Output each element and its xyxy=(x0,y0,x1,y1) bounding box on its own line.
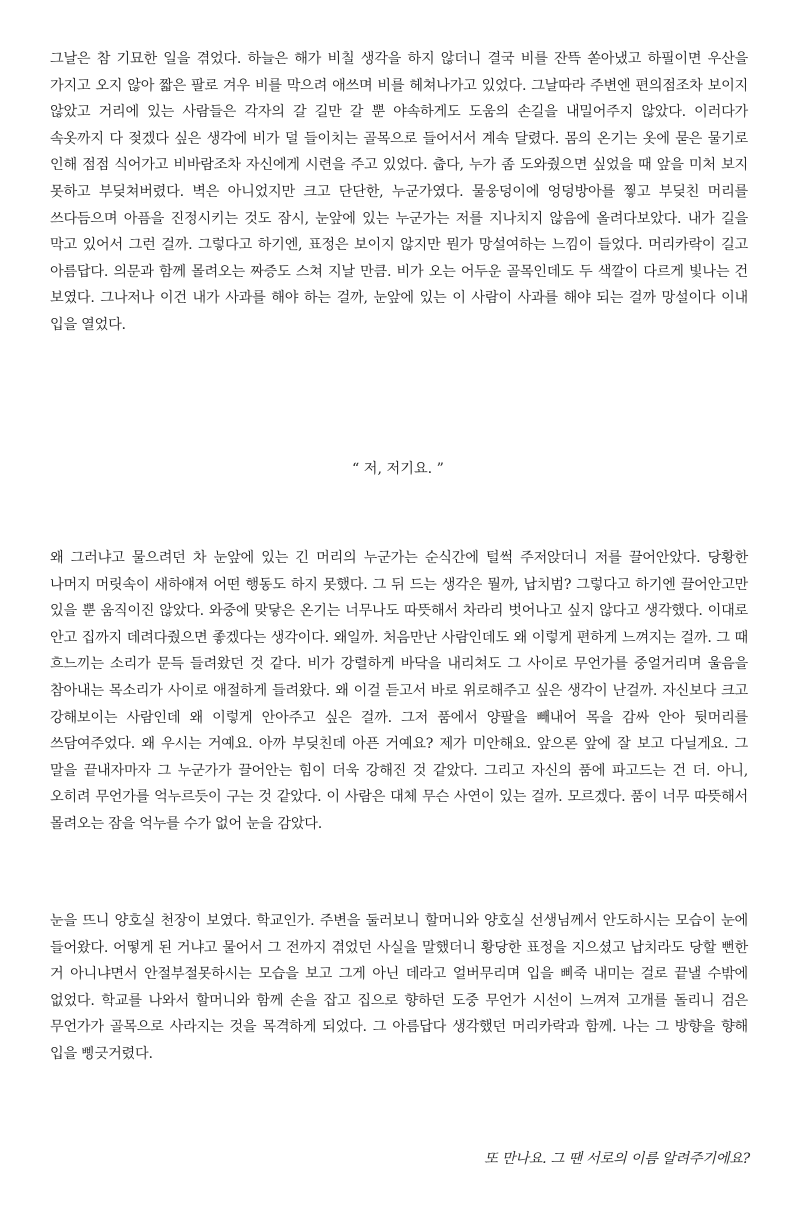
closing-line: 또 만나요. 그 땐 서로의 이름 알려주기에요? xyxy=(484,1151,750,1167)
story-paragraph-2: 왜 그러냐고 물으려던 차 눈앞에 있는 긴 머리의 누군가는 순식간에 털썩 주저앉더니 저를 끌어안았다. 당황한 나머지 머릿속이 새하얘져 어떤 행동도 하지 못했다. 그 뒤 드는 생각은 뭘까, 납치범? 그렇다고 하기엔 끌어안고만 있을 뿐 움직이진 않았다. 와중에 맞닿은 온기는 너무나도 따뜻해서 차라리 벗어나고 싶지 않다고 생각했다. 이대로 안고 집까지 데려다줬으면 좋겠다는 생각이다. 왜일까. 처음만난 사람인데도 왜 이렇게 편하게 느껴지는 걸까. 그 때 흐느끼는 소리가 문득 들려왔던 것 같다. 비가 강렬하게 바닥을 내리쳐도 그 사이로 무언가를 중얼거리며 울음을 참아내는 목소리가 사이로 애절하게 들려왔다. 왜 이걸 듣고서 바로 위로해주고 싶은 생각이 난걸까. 자신보다 크고 강해보이는 사람인데 왜 이렇게 안아주고 싶은 걸까. 그저 품에서 양팔을 빼내어 목을 감싸 안아 뒷머리를 쓰담여주었다. 왜 우시는 거예요. 아까 부딪친데 아픈 거예요? 제가 미안해요. 앞으론 앞에 잘 보고 다닐게요. 그 말을 끝내자마자 그 누군가가 끌어안는 힘이 더욱 강해진 것 같았다. 그리고 자신의 품에 파고드는 건 더. 아니, 오히려 무언가를 억누르듯이 구는 것 같았다. 이 사람은 대체 무슨 사연이 있는 걸까. 모르겠다. 품이 너무 따뜻해서 몰려오는 잠을 억누를 수가 없어 눈을 감았다. xyxy=(50,550,748,832)
dialogue-line: “ 저, 저기요. ” xyxy=(352,461,444,477)
story-paragraph-3: 눈을 뜨니 양호실 천장이 보였다. 학교인가. 주변을 둘러보니 할머니와 양호실 선생님께서 안도하시는 모습이 눈에 들어왔다. 어떻게 된 거냐고 물어서 그 전까지 겪었던 사실을 말했더니 황당한 표정을 지으셨고 납치라도 당할 뻔한 거 아니냐면서 안절부절못하시는 모습을 보고 그게 아닌 데라고 얼버무리며 입을 삐죽 내미는 걸로 끝낼 수밖에 없었다. 학교를 나와서 할머니와 함께 손을 잡고 집으로 향하던 도중 무언가 시선이 느껴져 고개를 돌리니 검은 무언가가 골목으로 사라지는 것을 목격하게 되었다. 그 아름답다 생각했던 머리카락과 함께. 나는 그 방향을 향해 입을 삥긋거렸다. xyxy=(50,913,748,1062)
story-paragraph-1: 그날은 참 기묘한 일을 겪었다. 하늘은 해가 비칠 생각을 하지 않더니 결국 비를 잔뜩 쏟아냈고 하필이면 우산을 가지고 오지 않아 짧은 팔로 겨우 비를 막으려 애쓰며 비를 헤쳐나가고 있었다. 그날따라 주변엔 편의점조차 보이지 않았고 거리에 있는 사람들은 각자의 갈 길만 갈 뿐 야속하게도 도움의 손길을 내밀어주지 않았다. 이러다가 속옷까지 다 젖겠다 싶은 생각에 비가 덜 들이치는 골목으로 들어서서 계속 달렸다. 몸의 온기는 옷에 묻은 물기로 인해 점점 식어가고 비바람조차 자신에게 시련을 주고 있었다. 춥다, 누가 좀 도와줬으면 싶었을 때 앞을 미처 보지 못하고 부딪쳐버렸다. 벽은 아니었지만 크고 단단한, 누군가였다. 물웅덩이에 엉덩방아를 찧고 부딪친 머리를 쓰다듬으며 아픔을 진정시키는 것도 잠시, 눈앞에 있는 누군가는 저를 지나치지 않음에 올려다보았다. 내가 길을 막고 있어서 그런 걸까. 그렇다고 하기엔, 표정은 보이지 않지만 뭔가 망설여하는 느낌이 들었다. 머리카락이 길고 아름답다. 의문과 함께 몰려오는 짜증도 스쳐 지날 만큼. 비가 오는 어두운 골목인데도 두 색깔이 다르게 빛나는 건 보였다. 그나저나 이건 내가 사과를 해야 하는 걸까, 눈앞에 있는 이 사람이 사과를 해야 되는 걸까 망설이다 이내 입을 열었다. xyxy=(50,51,748,333)
